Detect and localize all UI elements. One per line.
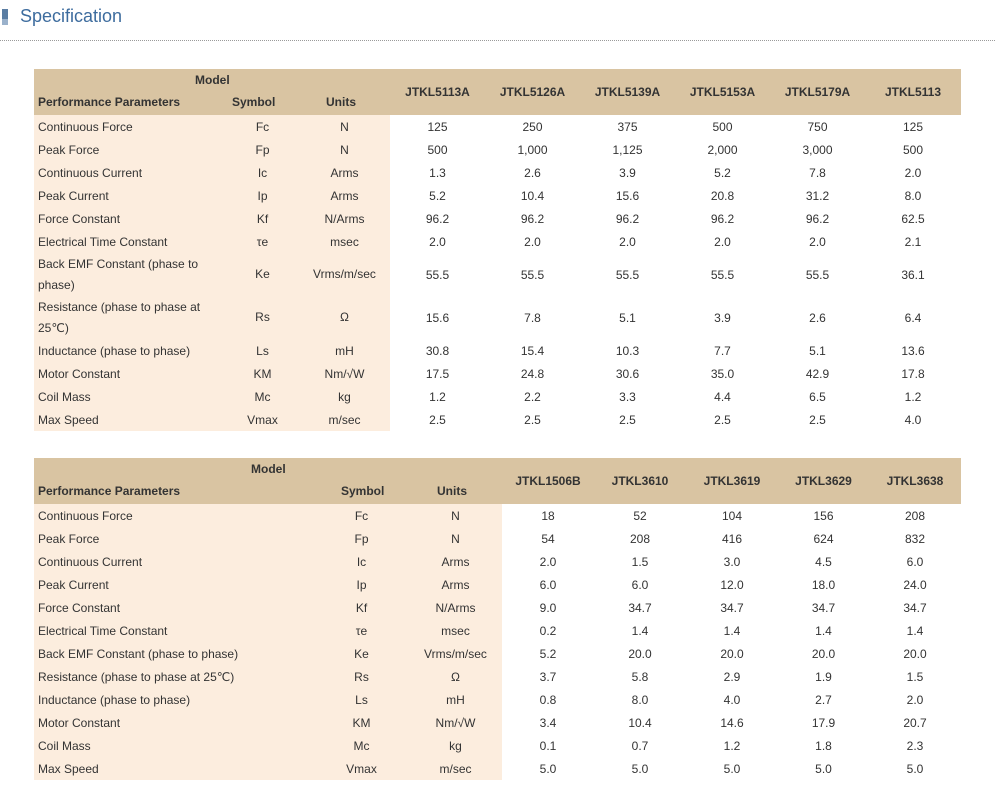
param-symbol: Kf: [314, 596, 409, 619]
value-cell: 2.5: [675, 408, 770, 431]
value-cell: 2.0: [675, 230, 770, 253]
value-cell: 1,125: [580, 138, 675, 161]
value-cell: 20.8: [675, 184, 770, 207]
param-unit: N: [299, 138, 390, 161]
header-labels-cell: [34, 458, 502, 504]
model-header: JTKL3638: [869, 458, 961, 504]
page-title: Specification: [20, 6, 123, 26]
value-cell: 17.8: [865, 362, 961, 385]
value-cell: 55.5: [485, 253, 580, 296]
param-unit: Arms: [409, 550, 502, 573]
param-symbol: Ke: [226, 253, 299, 296]
value-cell: 5.0: [502, 757, 594, 780]
param-unit: kg: [409, 734, 502, 757]
param-unit: Nm/√W: [409, 711, 502, 734]
param-unit: Vrms/m/sec: [409, 642, 502, 665]
value-cell: 15.6: [580, 184, 675, 207]
value-cell: 624: [778, 527, 869, 550]
spec-table-jtkl5100: [34, 69, 961, 431]
value-cell: 3.3: [580, 385, 675, 408]
param-unit: N/Arms: [299, 207, 390, 230]
value-cell: 55.5: [675, 253, 770, 296]
table-row: [34, 362, 961, 385]
value-cell: 3.0: [686, 550, 778, 573]
value-cell: 15.4: [485, 339, 580, 362]
value-cell: 2.0: [580, 230, 675, 253]
value-cell: 2.5: [485, 408, 580, 431]
table-row: [34, 642, 961, 665]
value-cell: 7.8: [770, 161, 865, 184]
value-cell: 6.0: [869, 550, 961, 573]
table-row: [34, 161, 961, 184]
param-unit: N: [409, 504, 502, 527]
param-symbol: Vmax: [226, 408, 299, 431]
table-row: [34, 711, 961, 734]
param-name: Electrical Time Constant: [34, 619, 314, 642]
param-name: Motor Constant: [34, 362, 226, 385]
value-cell: 20.0: [594, 642, 686, 665]
param-name: Motor Constant: [34, 711, 314, 734]
value-cell: 34.7: [778, 596, 869, 619]
param-name: Peak Force: [34, 138, 226, 161]
table-row: [34, 408, 961, 431]
param-symbol: Mc: [314, 734, 409, 757]
param-name: Peak Current: [34, 573, 314, 596]
table-row: [34, 734, 961, 757]
value-cell: 6.5: [770, 385, 865, 408]
table-row: [34, 115, 961, 138]
model-label: Model: [251, 462, 286, 476]
value-cell: 5.2: [675, 161, 770, 184]
param-symbol: Rs: [314, 665, 409, 688]
param-name: Electrical Time Constant: [34, 230, 226, 253]
value-cell: 2.0: [869, 688, 961, 711]
value-cell: 0.1: [502, 734, 594, 757]
value-cell: 5.0: [594, 757, 686, 780]
symbol-label: Symbol: [232, 95, 276, 109]
value-cell: 500: [390, 138, 485, 161]
value-cell: 24.0: [869, 573, 961, 596]
value-cell: 4.5: [778, 550, 869, 573]
value-cell: 20.0: [869, 642, 961, 665]
param-symbol: Ip: [226, 184, 299, 207]
table-row: [34, 550, 961, 573]
value-cell: 6.0: [502, 573, 594, 596]
value-cell: 55.5: [580, 253, 675, 296]
param-symbol: Ic: [226, 161, 299, 184]
value-cell: 4.0: [865, 408, 961, 431]
value-cell: 7.8: [485, 296, 580, 339]
table-row: [34, 296, 961, 339]
param-unit: kg: [299, 385, 390, 408]
value-cell: 18: [502, 504, 594, 527]
param-unit: Nm/√W: [299, 362, 390, 385]
value-cell: 5.1: [580, 296, 675, 339]
value-cell: 5.2: [502, 642, 594, 665]
value-cell: 7.7: [675, 339, 770, 362]
value-cell: 15.6: [390, 296, 485, 339]
param-name: Inductance (phase to phase): [34, 339, 226, 362]
param-name: Coil Mass: [34, 734, 314, 757]
value-cell: 2.5: [770, 408, 865, 431]
value-cell: 52: [594, 504, 686, 527]
value-cell: 0.7: [594, 734, 686, 757]
param-unit: Ω: [299, 296, 390, 339]
model-header: JTKL5113: [865, 69, 961, 115]
value-cell: 17.9: [778, 711, 869, 734]
header-divider: [0, 40, 995, 41]
section-marker-icon: [2, 9, 8, 25]
symbol-label: Symbol: [341, 484, 385, 498]
param-symbol: Ke: [314, 642, 409, 665]
value-cell: 96.2: [770, 207, 865, 230]
table-row: [34, 665, 961, 688]
value-cell: 12.0: [686, 573, 778, 596]
units-label: Units: [326, 95, 356, 109]
value-cell: 125: [865, 115, 961, 138]
param-name: Back EMF Constant (phase to phase): [34, 642, 314, 665]
value-cell: 62.5: [865, 207, 961, 230]
value-cell: 104: [686, 504, 778, 527]
param-unit: msec: [409, 619, 502, 642]
value-cell: 2.9: [686, 665, 778, 688]
value-cell: 375: [580, 115, 675, 138]
table-row: [34, 138, 961, 161]
param-symbol: Mc: [226, 385, 299, 408]
param-symbol: τe: [226, 230, 299, 253]
model-header: JTKL3629: [778, 458, 869, 504]
value-cell: 96.2: [390, 207, 485, 230]
params-label: Performance Parameters: [38, 484, 181, 498]
value-cell: 96.2: [485, 207, 580, 230]
param-name: Continuous Force: [34, 115, 226, 138]
param-unit: N/Arms: [409, 596, 502, 619]
value-cell: 6.4: [865, 296, 961, 339]
value-cell: 10.4: [594, 711, 686, 734]
units-label: Units: [437, 484, 467, 498]
param-name: Coil Mass: [34, 385, 226, 408]
param-name: Max Speed: [34, 408, 226, 431]
value-cell: 500: [865, 138, 961, 161]
param-unit: Arms: [409, 573, 502, 596]
value-cell: 96.2: [675, 207, 770, 230]
value-cell: 832: [869, 527, 961, 550]
model-label: Model: [195, 73, 230, 87]
param-name: Continuous Current: [34, 550, 314, 573]
model-header: JTKL5153A: [675, 69, 770, 115]
param-unit: N: [409, 527, 502, 550]
value-cell: 1.2: [390, 385, 485, 408]
value-cell: 31.2: [770, 184, 865, 207]
value-cell: 2.7: [778, 688, 869, 711]
value-cell: 10.4: [485, 184, 580, 207]
value-cell: 6.0: [594, 573, 686, 596]
value-cell: 1.2: [686, 734, 778, 757]
value-cell: 1.4: [778, 619, 869, 642]
param-symbol: τe: [314, 619, 409, 642]
params-label: Performance Parameters: [38, 95, 181, 109]
param-unit: Arms: [299, 184, 390, 207]
value-cell: 9.0: [502, 596, 594, 619]
param-unit: mH: [299, 339, 390, 362]
param-name: Peak Current: [34, 184, 226, 207]
param-name: Force Constant: [34, 596, 314, 619]
param-name: Resistance (phase to phase at 25℃): [34, 665, 314, 688]
param-symbol: Rs: [226, 296, 299, 339]
value-cell: 34.7: [594, 596, 686, 619]
param-symbol: Fp: [226, 138, 299, 161]
table-row: [34, 596, 961, 619]
param-unit: Ω: [409, 665, 502, 688]
value-cell: 10.3: [580, 339, 675, 362]
value-cell: 5.8: [594, 665, 686, 688]
param-symbol: Ls: [314, 688, 409, 711]
param-symbol: Fc: [314, 504, 409, 527]
value-cell: 2.0: [865, 161, 961, 184]
spec-table-jtkl3600: [34, 458, 961, 780]
table-row: [34, 385, 961, 408]
value-cell: 2.0: [770, 230, 865, 253]
value-cell: 4.0: [686, 688, 778, 711]
param-symbol: Kf: [226, 207, 299, 230]
value-cell: 14.6: [686, 711, 778, 734]
table-row: [34, 207, 961, 230]
value-cell: 1.4: [869, 619, 961, 642]
value-cell: 1.2: [865, 385, 961, 408]
value-cell: 17.5: [390, 362, 485, 385]
value-cell: 2.0: [502, 550, 594, 573]
table-row: [34, 573, 961, 596]
model-header: JTKL3610: [594, 458, 686, 504]
value-cell: 5.0: [686, 757, 778, 780]
table-header-row: [34, 69, 961, 115]
value-cell: 2.3: [869, 734, 961, 757]
value-cell: 208: [594, 527, 686, 550]
value-cell: 1.4: [594, 619, 686, 642]
value-cell: 36.1: [865, 253, 961, 296]
value-cell: 30.8: [390, 339, 485, 362]
value-cell: 1.9: [778, 665, 869, 688]
value-cell: 8.0: [865, 184, 961, 207]
param-unit: mH: [409, 688, 502, 711]
value-cell: 2.6: [770, 296, 865, 339]
value-cell: 2.6: [485, 161, 580, 184]
value-cell: 1.4: [686, 619, 778, 642]
param-symbol: Fc: [226, 115, 299, 138]
table-row: [34, 184, 961, 207]
value-cell: 42.9: [770, 362, 865, 385]
value-cell: 3.4: [502, 711, 594, 734]
param-unit: msec: [299, 230, 390, 253]
value-cell: 0.2: [502, 619, 594, 642]
value-cell: 8.0: [594, 688, 686, 711]
param-name: Inductance (phase to phase): [34, 688, 314, 711]
value-cell: 18.0: [778, 573, 869, 596]
value-cell: 20.7: [869, 711, 961, 734]
value-cell: 208: [869, 504, 961, 527]
value-cell: 24.8: [485, 362, 580, 385]
table-row: [34, 688, 961, 711]
value-cell: 416: [686, 527, 778, 550]
value-cell: 500: [675, 115, 770, 138]
model-header: JTKL5113A: [390, 69, 485, 115]
table-row: [34, 230, 961, 253]
section-header: [0, 0, 995, 42]
value-cell: 750: [770, 115, 865, 138]
value-cell: 2.0: [390, 230, 485, 253]
param-symbol: KM: [226, 362, 299, 385]
value-cell: 2.0: [485, 230, 580, 253]
value-cell: 55.5: [390, 253, 485, 296]
param-unit: m/sec: [299, 408, 390, 431]
value-cell: 3.9: [675, 296, 770, 339]
value-cell: 1,000: [485, 138, 580, 161]
value-cell: 156: [778, 504, 869, 527]
value-cell: 2.5: [390, 408, 485, 431]
value-cell: 13.6: [865, 339, 961, 362]
value-cell: 5.0: [778, 757, 869, 780]
value-cell: 3,000: [770, 138, 865, 161]
param-name: Back EMF Constant (phase to phase): [34, 253, 226, 296]
value-cell: 35.0: [675, 362, 770, 385]
param-symbol: Ls: [226, 339, 299, 362]
table-header-row: [34, 458, 961, 504]
value-cell: 125: [390, 115, 485, 138]
table-row: [34, 253, 961, 296]
value-cell: 2,000: [675, 138, 770, 161]
param-name: Force Constant: [34, 207, 226, 230]
value-cell: 2.5: [580, 408, 675, 431]
value-cell: 5.2: [390, 184, 485, 207]
param-unit: N: [299, 115, 390, 138]
param-name: Continuous Current: [34, 161, 226, 184]
value-cell: 20.0: [686, 642, 778, 665]
value-cell: 96.2: [580, 207, 675, 230]
value-cell: 20.0: [778, 642, 869, 665]
param-symbol: Fp: [314, 527, 409, 550]
value-cell: 4.4: [675, 385, 770, 408]
param-symbol: Ic: [314, 550, 409, 573]
value-cell: 0.8: [502, 688, 594, 711]
value-cell: 3.9: [580, 161, 675, 184]
table-row: [34, 757, 961, 780]
value-cell: 1.5: [594, 550, 686, 573]
model-header: JTKL5179A: [770, 69, 865, 115]
param-name: Max Speed: [34, 757, 314, 780]
value-cell: 2.1: [865, 230, 961, 253]
param-unit: Vrms/m/sec: [299, 253, 390, 296]
table-row: [34, 339, 961, 362]
model-header: JTKL1506B: [502, 458, 594, 504]
param-symbol: Vmax: [314, 757, 409, 780]
param-name: Resistance (phase to phase at 25℃): [34, 296, 226, 339]
value-cell: 250: [485, 115, 580, 138]
value-cell: 5.1: [770, 339, 865, 362]
param-symbol: KM: [314, 711, 409, 734]
value-cell: 3.7: [502, 665, 594, 688]
model-header: JTKL5139A: [580, 69, 675, 115]
param-name: Peak Force: [34, 527, 314, 550]
value-cell: 30.6: [580, 362, 675, 385]
table-row: [34, 527, 961, 550]
value-cell: 5.0: [869, 757, 961, 780]
value-cell: 1.3: [390, 161, 485, 184]
value-cell: 55.5: [770, 253, 865, 296]
model-header: JTKL3619: [686, 458, 778, 504]
param-symbol: Ip: [314, 573, 409, 596]
value-cell: 54: [502, 527, 594, 550]
param-name: Continuous Force: [34, 504, 314, 527]
model-header: JTKL5126A: [485, 69, 580, 115]
table-row: [34, 619, 961, 642]
value-cell: 34.7: [686, 596, 778, 619]
value-cell: 1.8: [778, 734, 869, 757]
value-cell: 1.5: [869, 665, 961, 688]
param-unit: m/sec: [409, 757, 502, 780]
table-row: [34, 504, 961, 527]
header-labels-cell: [34, 69, 390, 115]
param-unit: Arms: [299, 161, 390, 184]
value-cell: 2.2: [485, 385, 580, 408]
value-cell: 34.7: [869, 596, 961, 619]
